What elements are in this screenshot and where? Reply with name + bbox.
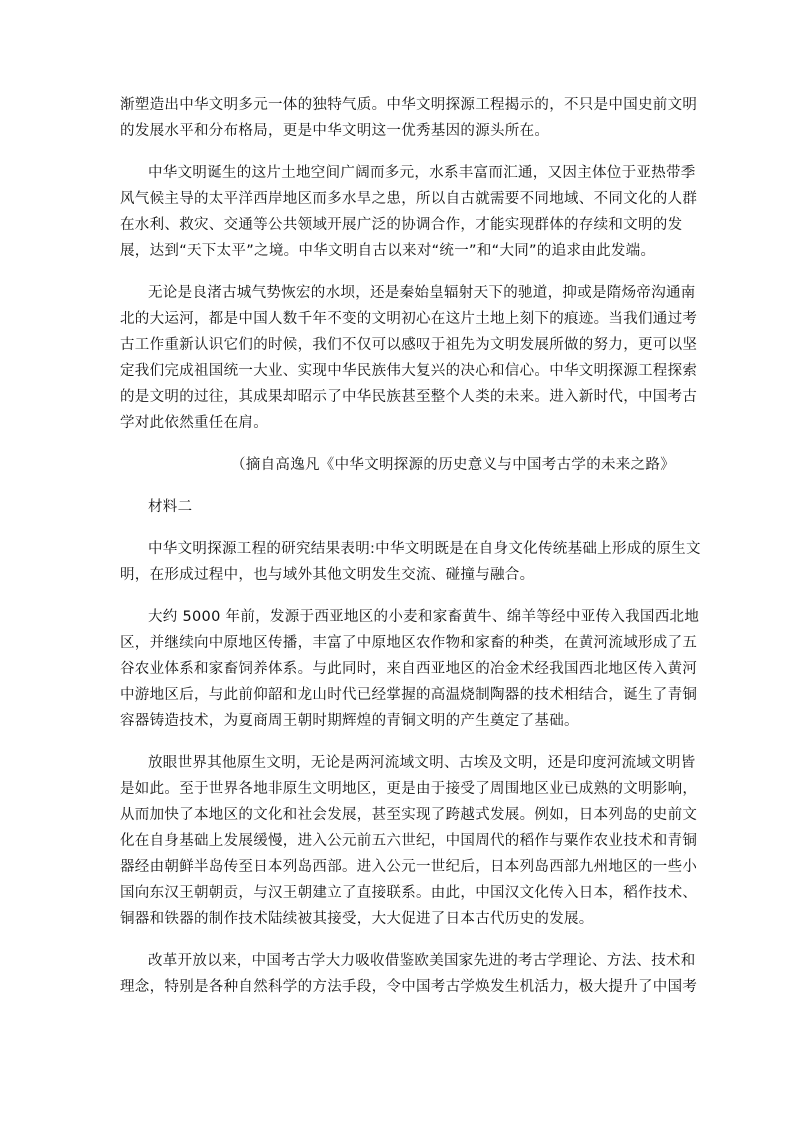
text-line: 区，并继续向中原地区传播，丰富了中原地区农作物和家畜的种类，在黄河流域形成了五 (120, 635, 698, 651)
text-line: 展，达到“天下太平”之境。中华文明自古以来对“统一”和“大同”的追求由此发端。 (120, 243, 656, 259)
citation (120, 452, 675, 478)
text-line: 北的大运河，都是中国人数千年不变的文明初心在这片土地上刻下的痕迹。当我们通过考 (120, 311, 698, 327)
text-line: 谷农业体系和家畜饲养体系。与此同时，来自西亚地区的冶金术经我国西北地区传入黄河 (120, 661, 698, 677)
paragraph-4 (120, 536, 701, 588)
paragraph-5 (120, 604, 700, 734)
text-line: 的发展水平和分布格局，更是中华文明这一优秀基因的源头所在。 (120, 123, 550, 139)
text-line: 从而加快了本地区的文化和社会发展，甚至实现了跨越式发展。例如，日本列岛的史前文 (120, 807, 698, 823)
text-line: 的是文明的过往，其成果却昭示了中华民族甚至整个人类的未来。进入新时代，中国考古 (120, 389, 698, 405)
text-line: 放眼世界其他原生文明，无论是两河流域文明、古埃及文明，还是印度河流域文明皆 (148, 755, 696, 771)
text-line: 中华文明探源工程的研究结果表明:中华文明既是在自身文化传统基础上形成的原生文 (148, 541, 701, 557)
text-line: 铜器和铁器的制作技术陆续被其接受，大大促进了日本古代历史的发展。 (120, 911, 594, 927)
paragraph-2 (120, 160, 698, 264)
text-line: 渐塑造出中华文明多元一体的独特气质。中华文明探源工程揭示的，不只是中国史前文明 (120, 97, 698, 113)
paragraph-3 (120, 280, 698, 436)
text-line: 化在自身基础上发展缓慢，进入公元前五六世纪，中国周代的稻作与粟作农业技术和青铜 (120, 833, 698, 849)
paragraph-1 (120, 92, 698, 144)
text-line: 大约 5000 年前，发源于西亚地区的小麦和家畜黄牛、绵羊等经中亚传入我国西北地 (148, 609, 700, 625)
text-line: 无论是良渚古城气势恢宏的水坝，还是秦始皇辐射天下的驰道，抑或是隋炀帝沟通南 (148, 285, 696, 301)
text-line: 容器铸造技术，为夏商周王朝时期辉煌的青铜文明的产生奠定了基础。 (120, 713, 579, 729)
text-line: 学对此依然重任在肩。 (120, 415, 268, 431)
section-heading-text: 材料二 (148, 499, 193, 515)
text-line: 器经由朝鲜半岛传至日本列岛西部。进入公元一世纪后，日本列岛西部九州地区的一些小 (120, 859, 698, 875)
document-page (120, 92, 701, 1016)
text-line: 定我们完成祖国统一大业、实现中华民族伟大复兴的决心和信心。中华文明探源工程探索 (120, 363, 698, 379)
text-line: 在水利、救灾、交通等公共领域开展广泛的协调合作，才能实现群体的存续和文明的发 (120, 217, 683, 233)
text-line: 中游地区后，与此前仰韶和龙山时代已经掌握的高温烧制陶器的技术相结合，诞生了青铜 (120, 687, 698, 703)
text-line: 国向东汉王朝朝贡，与汉王朝建立了直接联系。由此，中国汉文化传入日本，稻作技术、 (120, 885, 698, 901)
text-line: 改革开放以来，中国考古学大力吸收借鉴欧美国家先进的考古学理论、方法、技术和 (148, 953, 696, 969)
text-line: 古工作重新认识它们的时候，我们不仅可以感叹于祖先为文明发展所做的努力，更可以坚 (120, 337, 698, 353)
section-heading (120, 494, 675, 520)
text-line: 明，在形成过程中，也与域外其他文明发生交流、碰撞与融合。 (120, 567, 535, 583)
citation-text: （摘自高逸凡《中华文明探源的历史意义与中国考古学的未来之路》 (231, 457, 675, 473)
text-line: 风气候主导的太平洋西岸地区而多水旱之患，所以自古就需要不同地域、不同文化的人群 (120, 191, 698, 207)
text-line: 是如此。至于世界各地非原生文明地区，更是由于接受了周围地区业已成熟的文明影响， (120, 781, 698, 797)
paragraph-7 (120, 948, 698, 1000)
text-line: 中华文明诞生的这片土地空间广阔而多元，水系丰富而汇通，又因主体位于亚热带季 (148, 165, 696, 181)
paragraph-6 (120, 750, 698, 932)
text-line: 理念，特别是各种自然科学的方法手段，令中国考古学焕发生机活力，极大提升了中国考 (120, 979, 698, 995)
